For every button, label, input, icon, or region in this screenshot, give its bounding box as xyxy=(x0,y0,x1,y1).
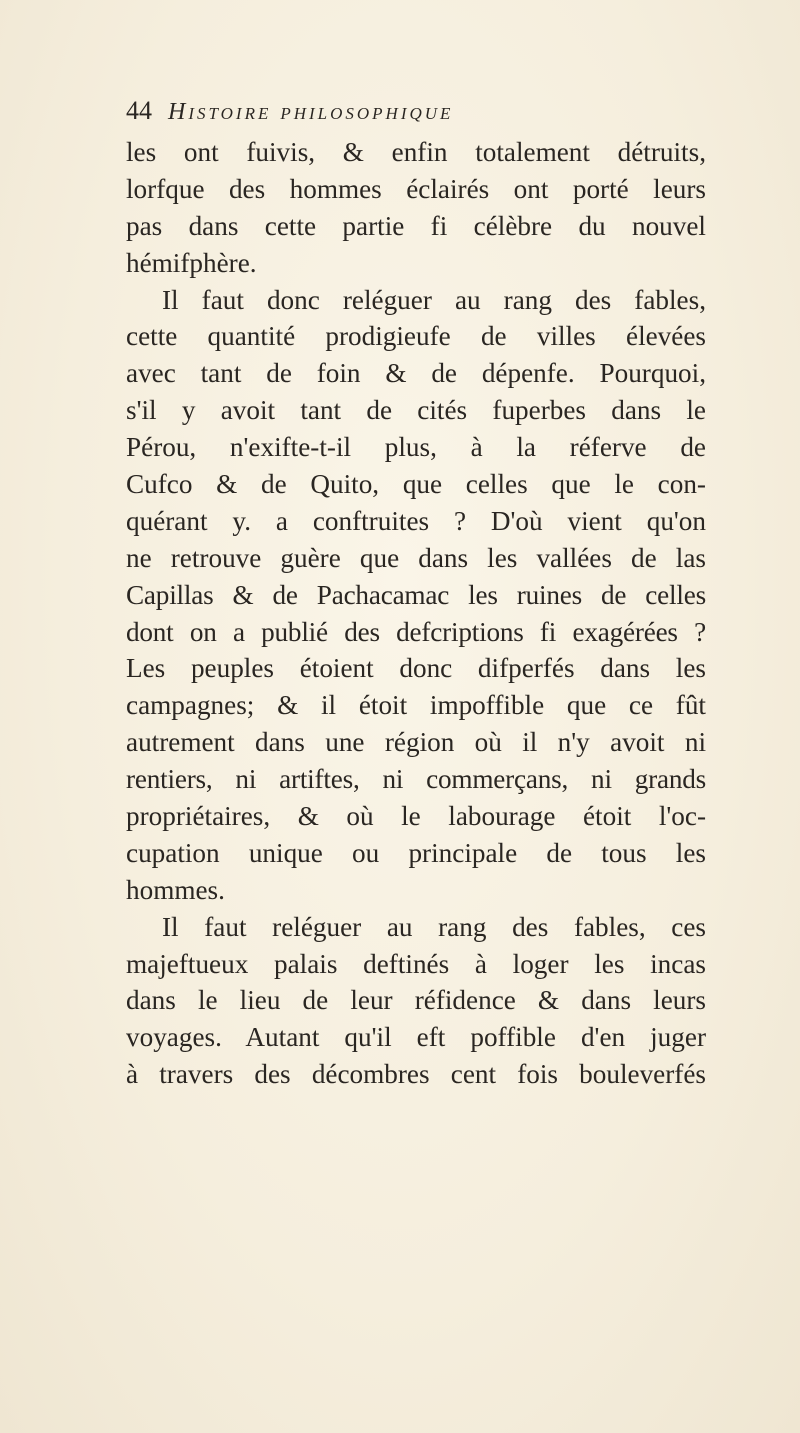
page-number: 44 xyxy=(126,96,152,125)
text-line: autrement dans une région où il n'y avoit ni xyxy=(126,727,706,758)
text-line: quérant y. a conftruites ? D'où vient qu'on xyxy=(126,505,706,536)
page-header xyxy=(126,96,686,136)
text-line: voyages. Autant qu'il eft poffible d'en juger xyxy=(126,1022,706,1053)
text-line: campagnes; & il étoit impoffible que ce fût xyxy=(126,690,706,721)
text-line: dont on a publié des defcriptions fi exagérées ? xyxy=(126,616,706,647)
text-line: cette quantité prodigieufe de villes élevées xyxy=(126,321,706,352)
text-line: s'il y avoit tant de cités fuperbes dans le xyxy=(126,395,706,426)
text-line: Capillas & de Pachacamac les ruines de celles xyxy=(126,579,706,610)
text-line: Pérou, n'exifte-t-il plus, à la réferve de xyxy=(126,432,706,463)
text-line: cupation unique ou principale de tous les xyxy=(126,837,706,868)
text-line: Il faut reléguer au rang des fables, ces xyxy=(162,911,706,942)
text-line: à travers des décombres cent fois bouleverfés xyxy=(126,1059,706,1090)
text-line: hémifphère. xyxy=(126,247,257,278)
text-line: Il faut donc reléguer au rang des fables, xyxy=(162,284,706,315)
text-line: lorfque des hommes éclairés ont porté leurs xyxy=(126,173,706,204)
text-line: pas dans cette partie fi célèbre du nouvel xyxy=(126,210,706,241)
text-line: dans le lieu de leur réfidence & dans leurs xyxy=(126,985,706,1016)
text-line: les ont fuivis, & enfin totalement détruits, xyxy=(126,137,706,167)
text-line: Les peuples étoient donc difperfés dans les xyxy=(126,653,706,684)
body-text xyxy=(126,134,706,1093)
text-line: majeftueux palais deftinés à loger les incas xyxy=(126,948,706,979)
text-line: ne retrouve guère que dans les vallées de las xyxy=(126,542,706,573)
text-line: hommes. xyxy=(126,874,225,905)
running-title: Histoire philosophique xyxy=(168,99,454,125)
text-line: rentiers, ni artiftes, ni commerçans, ni grands xyxy=(126,764,706,795)
text-line: Cufco & de Quito, que celles que le con- xyxy=(126,469,706,500)
text-line: propriétaires, & où le labourage étoit l'oc- xyxy=(126,801,706,832)
text-line: avec tant de foin & de dépenfe. Pourquoi, xyxy=(126,358,706,389)
